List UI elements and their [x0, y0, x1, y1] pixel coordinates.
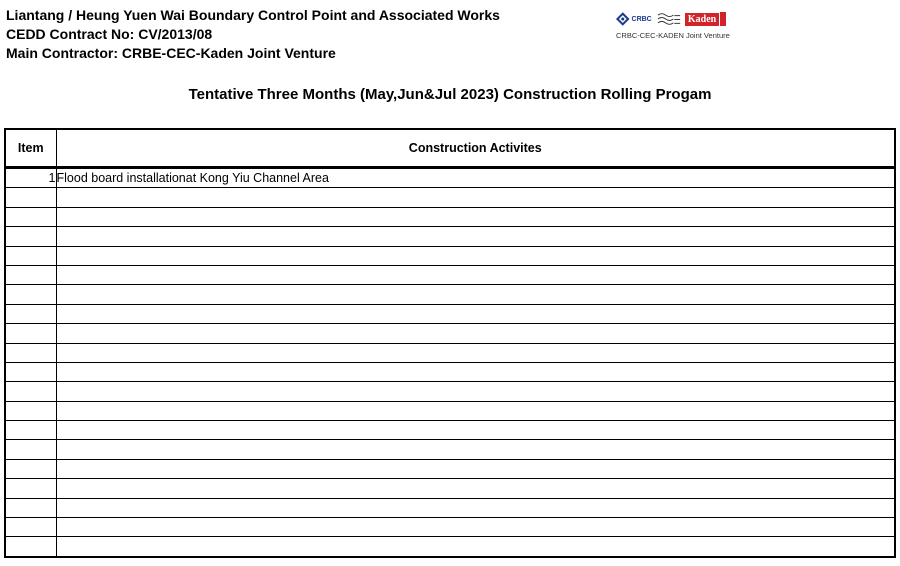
- table-row: [5, 324, 895, 343]
- item-cell: [5, 401, 56, 420]
- table-row: [5, 479, 895, 498]
- item-cell: [5, 304, 56, 323]
- table-row: [5, 537, 895, 557]
- activity-cell: [56, 188, 895, 207]
- activity-cell: [56, 362, 895, 381]
- activity-cell: [56, 304, 895, 323]
- item-cell: 1: [5, 168, 56, 188]
- item-cell: [5, 459, 56, 478]
- item-cell: [5, 421, 56, 440]
- item-cell: [5, 246, 56, 265]
- cec-logo-icon: [656, 12, 681, 26]
- table-row: [5, 207, 895, 226]
- activity-cell: [56, 401, 895, 420]
- table-row: [5, 304, 895, 323]
- table-row: [5, 440, 895, 459]
- item-cell: [5, 537, 56, 557]
- document-header: [6, 6, 500, 63]
- table-row: [5, 246, 895, 265]
- activity-cell: [56, 207, 895, 226]
- item-cell: [5, 207, 56, 226]
- table-row: [5, 265, 895, 284]
- activity-cell: [56, 246, 895, 265]
- jv-logo: [616, 8, 730, 42]
- activity-cell: [56, 459, 895, 478]
- activity-cell: [56, 421, 895, 440]
- activity-cell: [56, 343, 895, 362]
- kaden-logo-text: Kaden: [685, 13, 719, 26]
- item-cell: [5, 265, 56, 284]
- item-cell: [5, 188, 56, 207]
- activity-cell: [56, 440, 895, 459]
- activity-cell: [56, 382, 895, 401]
- item-cell: [5, 324, 56, 343]
- item-cell: [5, 343, 56, 362]
- table-row: [5, 498, 895, 517]
- kaden-logo-bar-icon: [720, 12, 726, 26]
- table-row: [5, 382, 895, 401]
- item-cell: [5, 479, 56, 498]
- item-cell: [5, 227, 56, 246]
- item-cell: [5, 362, 56, 381]
- item-cell: [5, 498, 56, 517]
- table-row: [5, 459, 895, 478]
- rolling-program-table: [4, 128, 896, 558]
- activity-cell: [56, 227, 895, 246]
- activity-cell: [56, 537, 895, 557]
- activity-cell: Flood board installationat Kong Yiu Channel Area: [56, 168, 895, 188]
- item-cell: [5, 382, 56, 401]
- table-header-row: [5, 129, 895, 168]
- crbc-logo-text: CRBC: [631, 15, 652, 23]
- activity-cell: [56, 479, 895, 498]
- item-cell: [5, 518, 56, 537]
- table-row: [5, 518, 895, 537]
- item-cell: [5, 285, 56, 304]
- table-row: [5, 227, 895, 246]
- activity-cell: [56, 324, 895, 343]
- table-row: [5, 401, 895, 420]
- page-title: Tentative Three Months (May,Jun&Jul 2023) Construction Rolling Progam: [188, 86, 712, 103]
- table-row: [5, 285, 895, 304]
- table-body: [5, 168, 895, 557]
- table-row: [5, 421, 895, 440]
- logo-caption: CRBC-CEC-KADEN Joint Venture: [616, 31, 730, 40]
- table-row: [5, 362, 895, 381]
- activity-cell: [56, 498, 895, 517]
- activity-cell: [56, 518, 895, 537]
- table-row: [5, 343, 895, 362]
- project-title: Liantang / Heung Yuen Wai Boundary Control Point and Associated Works: [6, 7, 500, 23]
- contract-number: CEDD Contract No: CV/2013/08: [6, 26, 213, 42]
- crbc-logo-icon: [616, 12, 630, 26]
- item-column-header: Item: [5, 129, 56, 168]
- activities-column-header: Construction Activites: [56, 129, 895, 168]
- main-contractor: Main Contractor: CRBE-CEC-Kaden Joint Venture: [6, 45, 336, 61]
- item-cell: [5, 440, 56, 459]
- activity-cell: [56, 285, 895, 304]
- table-row: [5, 188, 895, 207]
- activity-cell: [56, 265, 895, 284]
- table-row: [5, 168, 895, 188]
